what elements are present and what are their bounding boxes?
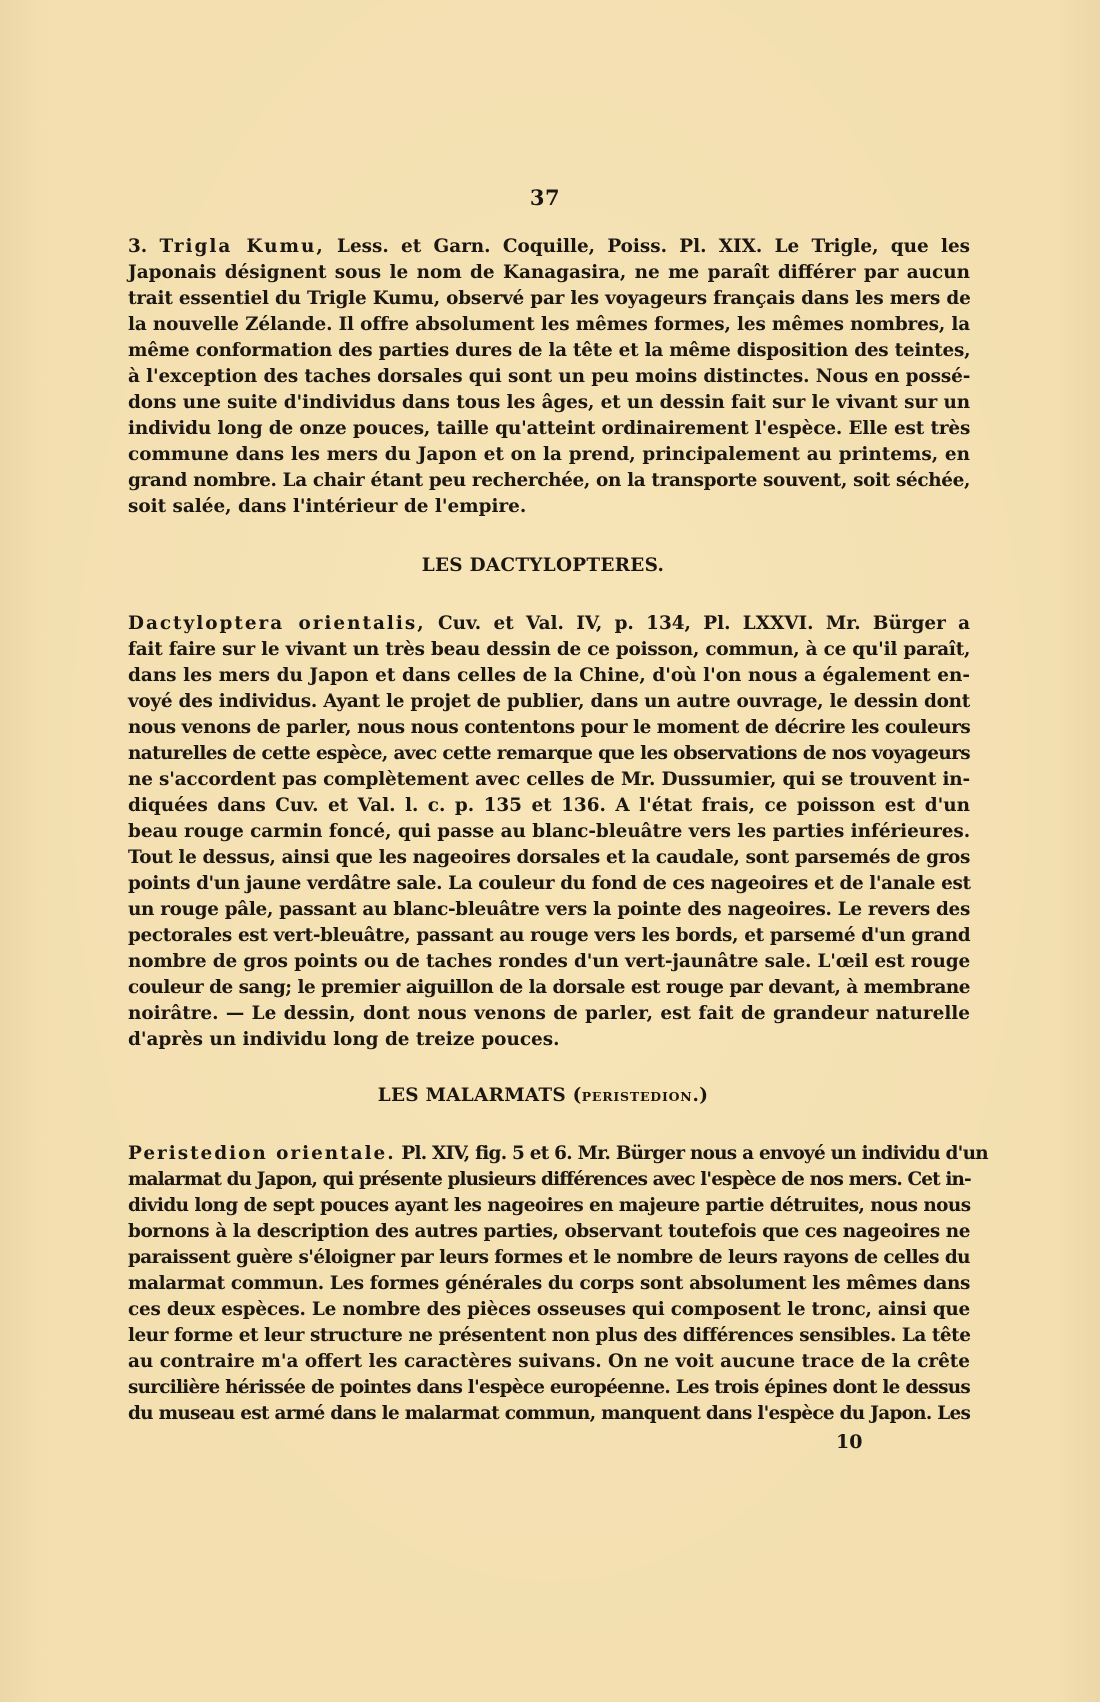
line-text: Less. et Garn. Coquille, Poiss. Pl. XIX. Le Trigle, que les [324,236,970,257]
paragraph-line: ne s'accordent pas complètement avec celles de Mr. Dussumier, qui se trouvent in- [128,769,970,790]
paragraph-line: soit salée, dans l'intérieur de l'empire. [128,496,527,517]
paragraph-line: dons une suite d'individus dans tous les âges, et un dessin fait sur le vivant sur un [128,392,970,413]
species-name: Trigla Kumu, [159,236,325,257]
species-name: Dactyloptera orientalis, [128,613,426,634]
heading-main: LES MALARMATS ( [377,1085,582,1106]
paragraph-line: dans les mers du Japon et dans celles de la Chine, d'où l'on nous a également en- [128,665,970,686]
paragraph-line: paraissent guère s'éloigner par leurs formes et le nombre de leurs rayons de celles du [128,1247,970,1268]
paragraph-line: beau rouge carmin foncé, qui passe au blanc-bleuâtre vers les parties inférieures. [128,821,971,842]
paragraph-line: malarmat du Japon, qui présente plusieurs différences avec l'espèce de nos mers. Cet in- [128,1169,971,1190]
paragraph-peristedion [128,1141,988,1427]
line-text: Pl. XIV, fig. 5 et 6. Mr. Bürger nous a envoyé un individu d'un [395,1143,988,1164]
species-name: Peristedion orientale. [128,1143,396,1164]
paragraph-line [128,611,970,637]
paragraph-line: pectorales est vert-bleuâtre, passant au rouge vers les bords, et parsemé d'un grand [128,925,971,946]
paragraph-line: même conformation des parties dures de la tête et la même disposition des teintes, [128,340,971,361]
paragraph-line: naturelles de cette espèce, avec cette remarque que les observations de nos voyageurs [128,743,970,764]
paragraph-line: points d'un jaune verdâtre sale. La couleur du fond de ces nageoires et de l'anale est [128,873,971,894]
paragraph-line: à l'exception des taches dorsales qui sont un peu moins distinctes. Nous en possé- [128,366,971,387]
paragraph-line: ces deux espèces. Le nombre des pièces osseuses qui composent le tronc, ainsi que [128,1299,970,1320]
paragraph-line: fait faire sur le vivant un très beau dessin de ce poisson, commun, à ce qu'il paraît, [128,639,971,660]
paragraph-line: commune dans les mers du Japon et on la prend, principalement au printems, en [128,444,970,465]
paragraph-line: la nouvelle Zélande. Il offre absolument les mêmes formes, les mêmes nombres, la [128,314,971,335]
page-number: 37 [529,185,561,210]
paragraph-line: un rouge pâle, passant au blanc-bleuâtre vers la pointe des nageoires. Le revers des [128,899,970,920]
paragraph-line: couleur de sang; le premier aiguillon de la dorsale est rouge par devant, à membrane [128,977,970,998]
heading-tail: .) [692,1085,709,1106]
heading-genus: PERISTEDION [581,1089,693,1104]
signature-mark: 10 [836,1431,863,1453]
paragraph-line: malarmat commun. Les formes générales du corps sont absolument les mêmes dans [128,1273,970,1294]
line-text: Cuv. et Val. IV, p. 134, Pl. LXXVI. Mr. Bürger a [425,613,970,634]
paragraph-line: grand nombre. La chair étant peu recherchée, on la transporte souvent, soit séchée, [128,470,971,491]
paragraph-line: voyé des individus. Ayant le projet de publier, dans un autre ouvrage, le dessin dont [128,691,970,712]
paragraph-line: nous venons de parler, nous nous contentons pour le moment de décrire les couleurs [128,717,971,738]
paragraph-line: d'après un individu long de treize pouces. [128,1029,560,1050]
item-number: 3. [128,236,148,257]
paragraph-line: du museau est armé dans le malarmat commun, manquent dans l'espèce du Japon. Les [128,1403,971,1424]
paragraph-line: noirâtre. — Le dessin, dont nous venons de parler, est fait de grandeur naturelle [128,1003,970,1024]
section-heading-malarmats [0,1085,1086,1106]
paragraph-line: nombre de gros points ou de taches rondes d'un vert-jaunâtre sale. L'œil est rouge [128,951,970,972]
paragraph-line [128,1141,988,1167]
paragraph-line: bornons à la description des autres parties, observant toutefois que ces nageoires ne [128,1221,971,1242]
paragraph-line: surcilière hérissée de pointes dans l'espèce européenne. Les trois épines dont le dessus [128,1377,970,1398]
section-heading-dactylopteres: LES DACTYLOPTERES. [421,555,665,576]
paragraph-line: Japonais désignent sous le nom de Kanagasira, ne me paraît différer par aucun [128,262,970,283]
paragraph-line: Tout le dessus, ainsi que les nageoires dorsales et la caudale, sont parsemés de gros [128,847,970,868]
paragraph-line: trait essentiel du Trigle Kumu, observé par les voyageurs français dans les mers de [128,288,971,309]
paragraph-line: dividu long de sept pouces ayant les nageoires en majeure partie détruites, nous nous [128,1195,971,1216]
paragraph-line [128,234,970,260]
paragraph-line: diquées dans Cuv. et Val. l. c. p. 135 et 136. A l'état frais, ce poisson est d'un [128,795,970,816]
paragraph-trigla-kumu [128,234,970,520]
paragraph-line: leur forme et leur structure ne présentent non plus des différences sensibles. La tête [128,1325,971,1346]
paragraph-line: au contraire m'a offert les caractères suivans. On ne voit aucune trace de la crête [128,1351,970,1372]
paragraph-line: individu long de onze pouces, taille qu'atteint ordinairement l'espèce. Elle est très [128,418,971,439]
paragraph-dactyloptera [128,611,970,1053]
